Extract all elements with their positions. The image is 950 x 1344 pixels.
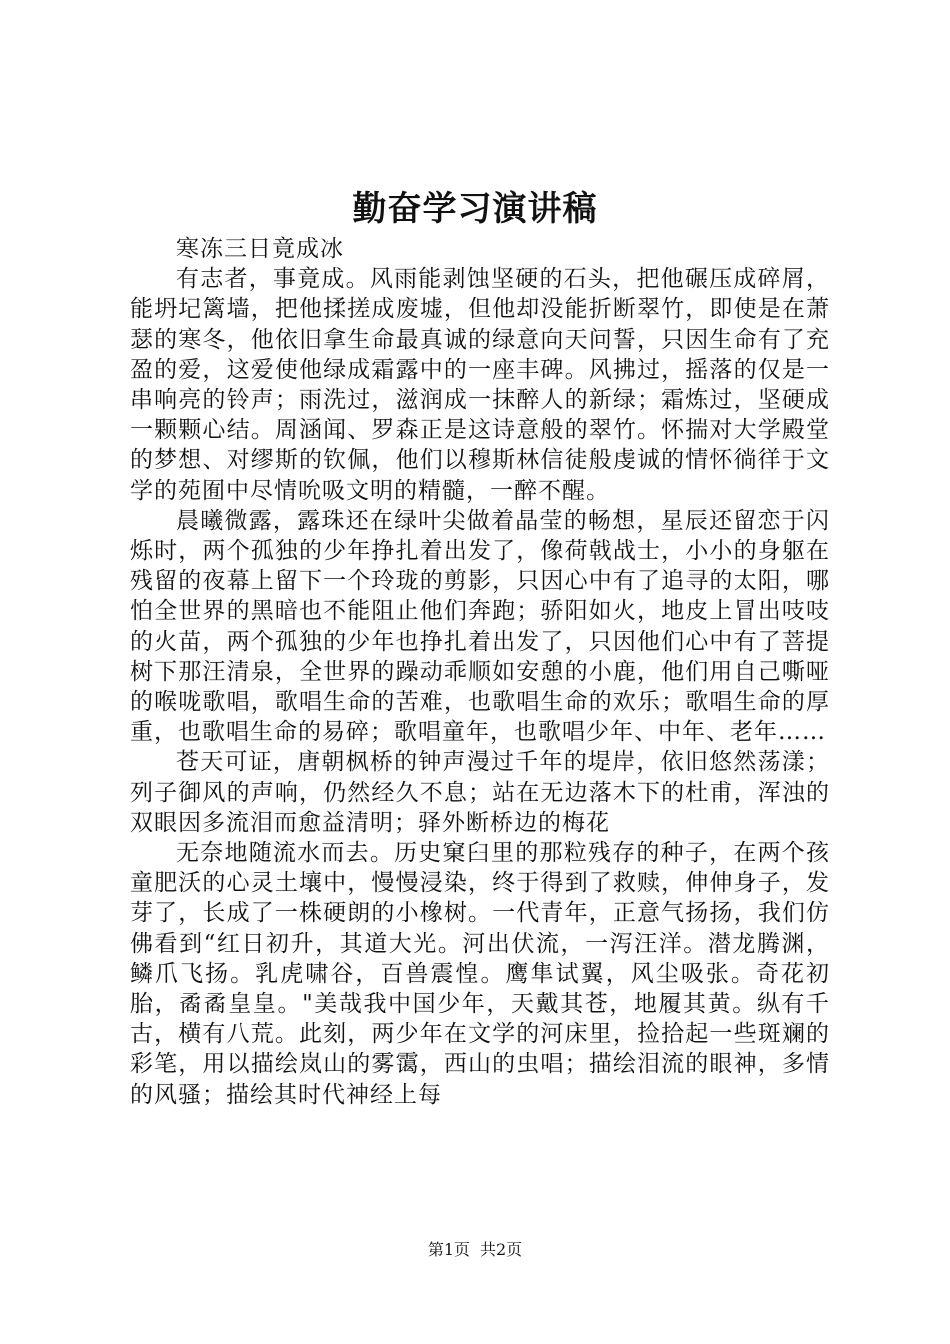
- document-body: [130, 234, 830, 1110]
- page-footer: [0, 1240, 950, 1260]
- paragraph: 晨曦微露，露珠还在绿叶尖做着晶莹的畅想，星辰还留恋于闪烁时，两个孤独的少年挣扎着出发了，像荷戟战士，小小的身躯在残留的夜幕上留下一个玲珑的剪影，只因心中有了追寻的太阳，哪怕全世界的黑暗也不能阻止他们奔跑；骄阳如火，地皮上冒出吱吱的火苗，两个孤独的少年也挣扎着出发了，只因他们心中有了菩提树下那汪清泉，全世界的躁动乖顺如安憩的小鹿，他们用自己嘶哑的喉咙歌唱，歌唱生命的苦难，也歌唱生命的欢乐；歌唱生命的厚重，也歌唱生命的易碎；歌唱童年，也歌唱少年、中年、老年……: [130, 507, 830, 746]
- page-number: 第1页: [427, 1240, 470, 1259]
- document-title: 勤奋学习演讲稿: [352, 189, 598, 229]
- page-total: 共2页: [480, 1240, 523, 1259]
- paragraph: 无奈地随流水而去。历史窠臼里的那粒残存的种子，在两个孩童肥沃的心灵土壤中，慢慢浸染，终于得到了救赎，伸伸身子，发芽了，长成了一株硬朗的小橡树。一代青年，正意气扬扬，我们仿佛看到“红日初升，其道大光。河出伏流，一泻汪洋。潜龙腾渊，鳞爪飞扬。乳虎啸谷，百兽震惶。鹰隼试翼，风尘吸张。奇花初胎，矞矞皇皇。"美哉我中国少年，天戴其苍，地履其黄。纵有千古，横有八荒。此刻，两少年在文学的河床里，捡拾起一些斑斓的彩笔，用以描绘岚山的雾霭，西山的虫唱；描绘泪流的眼神，多情的风骚；描绘其时代神经上每: [130, 840, 830, 1108]
- paragraph-subtitle: 寒冻三日竟成冰: [176, 236, 344, 262]
- paragraph: 有志者，事竟成。风雨能剥蚀坚硬的石头，把他碾压成碎屑，能坍圮篱墙，把他揉搓成废墟，但他却没能折断翠竹，即使是在萧瑟的寒冬，他依旧拿生命最真诚的绿意向天问誓，只因生命有了充盈的爱，这爱使他绿成霜露中的一座丰碑。风拂过，摇落的仅是一串响亮的铃声；雨洗过，滋润成一抹醉人的新绿；霜炼过，坚硬成一颗颗心结。周涵闻、罗森正是这诗意般的翠竹。怀揣对大学殿堂的梦想、对缪斯的钦佩，他们以穆斯林信徒般虔诚的情怀徜徉于文学的苑囿中尽情吮吸文明的精髓，一醉不醒。: [130, 266, 830, 504]
- paragraph: 苍天可证，唐朝枫桥的钟声漫过千年的堤岸，依旧悠然荡漾；列子御风的声响，仍然经久不息；站在无边落木下的杜甫，浑浊的双眼因多流泪而愈益清明；驿外断桥边的梅花: [130, 749, 830, 836]
